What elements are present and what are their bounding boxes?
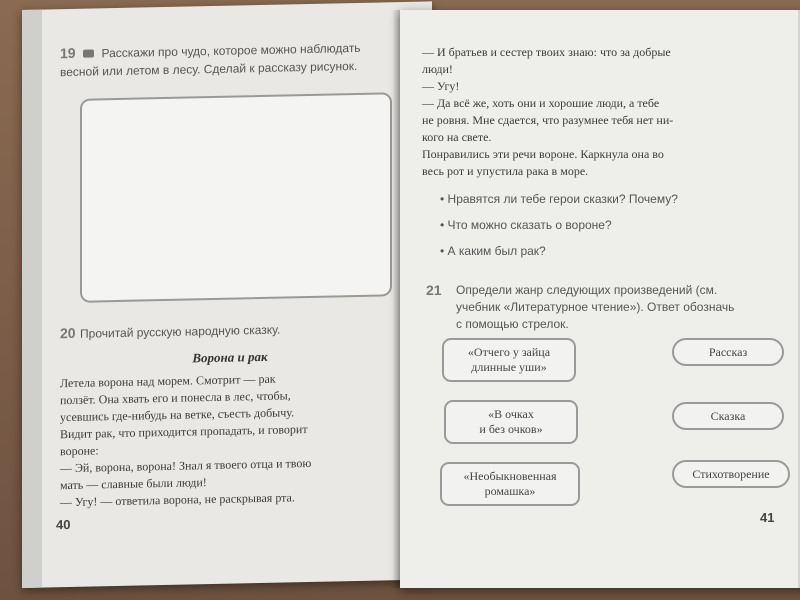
story-line: ползёт. Она хвать его и понесла в лес, чтобы, <box>60 388 291 408</box>
genre-stikhotvorenie[interactable]: Стихотворение <box>672 460 790 488</box>
task-20-number: 20 <box>60 324 76 342</box>
story-line: — Угу! — ответила ворона, не раскрывая рта. <box>60 490 295 510</box>
story-line: вороне: <box>60 443 99 459</box>
pencil-icon <box>83 49 94 57</box>
task-19 <box>60 38 400 81</box>
story-line: Летела ворона над морем. Смотрит — рак <box>60 371 276 391</box>
question-item: • Нравятся ли тебе герои сказки? Почему? <box>440 192 678 206</box>
task-21-number: 21 <box>426 282 442 298</box>
story-title: Ворона и рак <box>192 348 268 366</box>
page-number-right: 41 <box>760 510 775 525</box>
story-line: весь рот и упустила рака в море. <box>422 164 589 178</box>
story-line: — Эй, ворона, ворона! Знал я твоего отца и твою <box>60 455 312 476</box>
story-line: Понравились эти речи вороне. Каркнула она во <box>422 147 664 161</box>
work-box-1[interactable]: «Отчего у зайца длинные уши» <box>442 338 576 382</box>
story-line: мать — славные были люди! <box>60 475 207 493</box>
story-text-left <box>60 368 405 511</box>
questions-list <box>440 190 770 260</box>
open-workbook <box>22 10 798 588</box>
right-page <box>400 10 800 588</box>
drawing-box[interactable] <box>80 92 392 303</box>
page-number-left: 40 <box>56 516 71 533</box>
task-20-text: Прочитай русскую народную сказку. <box>80 322 281 341</box>
story-line: — Да всё же, хоть они и хорошие люди, а тебе <box>422 96 660 110</box>
story-line: — И братьев и сестер твоих знаю: что за добрые <box>422 45 671 59</box>
story-line: усевшись где-нибудь на ветке, съесть добычу. <box>60 405 295 425</box>
story-text-right <box>422 44 772 180</box>
question-item: • Что можно сказать о вороне? <box>440 218 612 232</box>
story-line: не ровня. Мне сдается, что разумнее тебя нет ни- <box>422 113 674 127</box>
question-item: • А каким был рак? <box>440 244 546 258</box>
work-box-3[interactable]: «Необыкновенная ромашка» <box>440 462 580 506</box>
task-19-text: Расскажи про чудо, которое можно наблюдать весной или летом в лесу. Сделай к рассказу рисунок. <box>60 40 361 80</box>
story-line: кого на свете. <box>422 130 492 144</box>
story-line: люди! <box>422 62 453 76</box>
task-21-text: Определи жанр следующих произведений (см. учебник «Литературное чтение»). Ответ обозначь с помощью стрелок. <box>456 283 735 331</box>
genre-skazka[interactable]: Сказка <box>672 402 784 430</box>
task-20 <box>60 318 400 343</box>
story-line: Видит рак, что приходится пропадать, и говорит <box>60 422 308 442</box>
work-box-2[interactable]: «В очках и без очков» <box>444 400 578 444</box>
genre-rasskaz[interactable]: Рассказ <box>672 338 784 366</box>
left-page <box>22 1 432 588</box>
story-line: — Угу! <box>422 79 460 93</box>
task-19-number: 19 <box>60 44 76 62</box>
